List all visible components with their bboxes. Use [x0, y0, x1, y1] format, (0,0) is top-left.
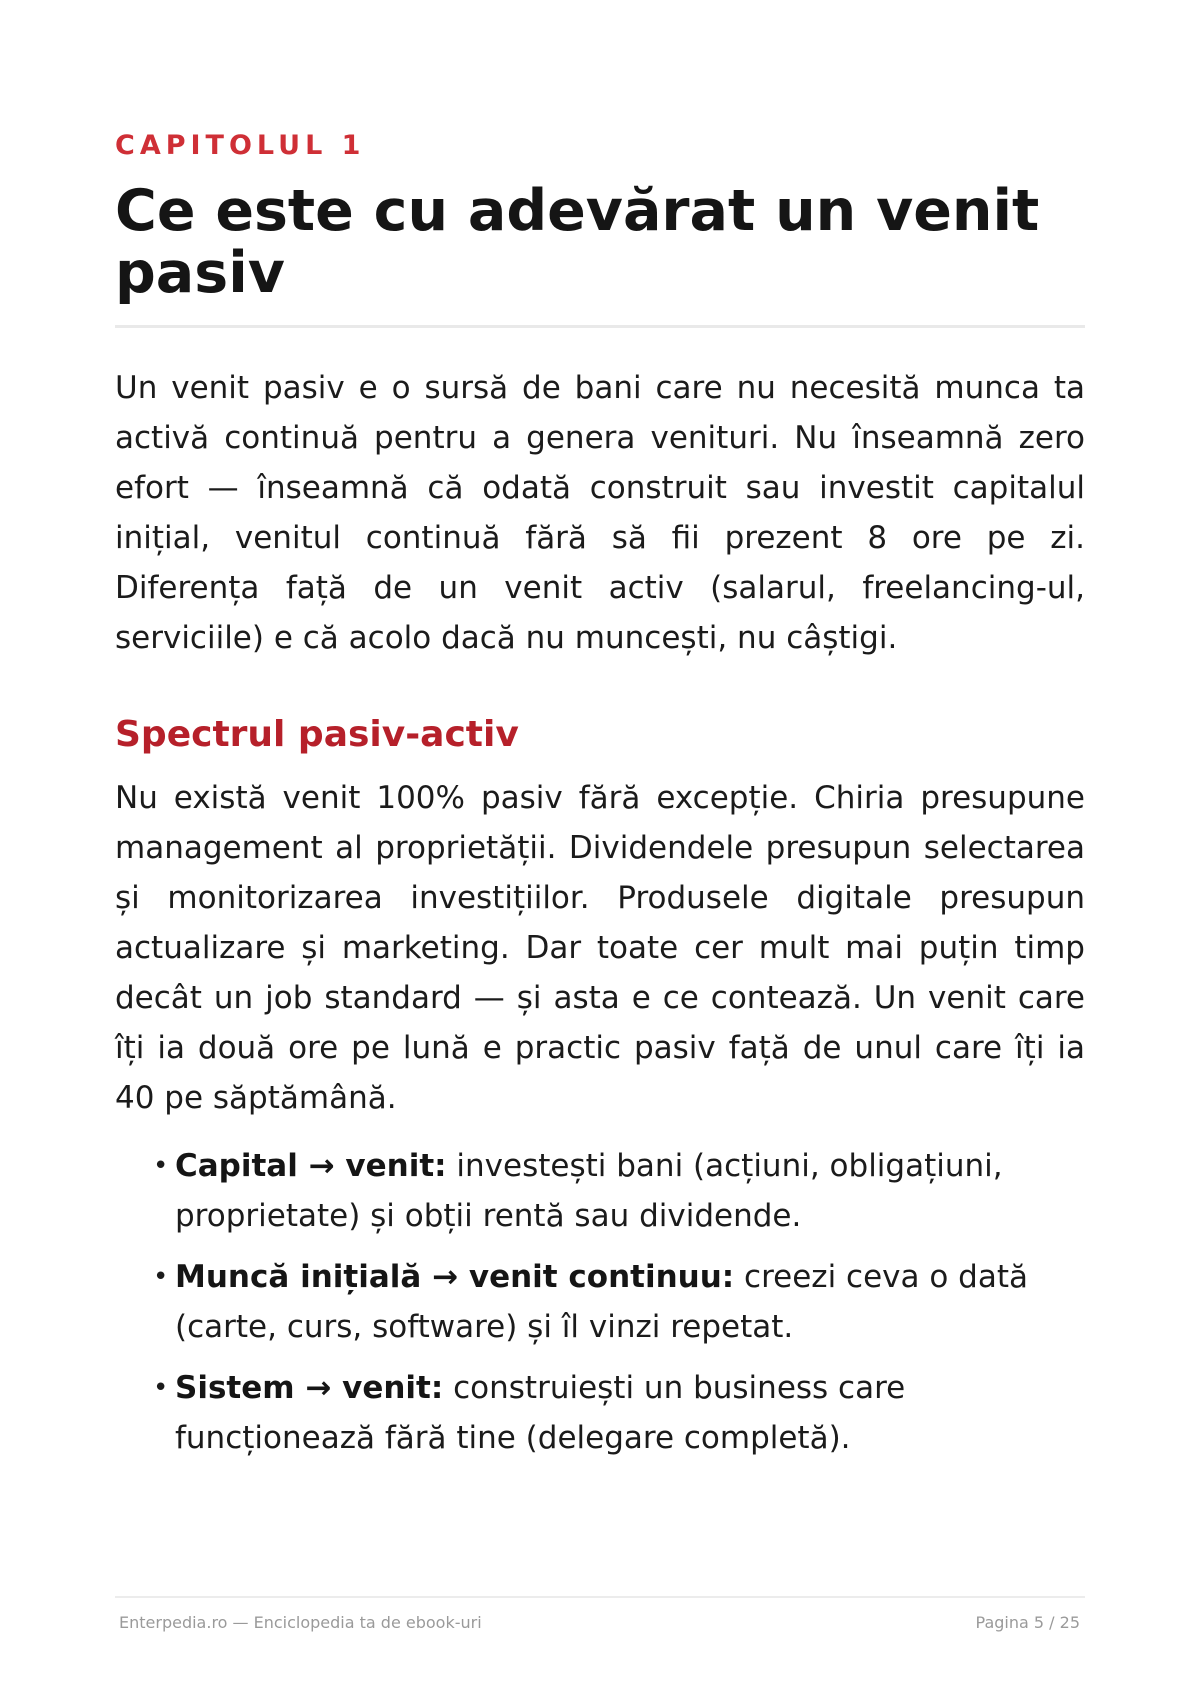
bullet-list [115, 1141, 1085, 1463]
page-number: Pagina 5 / 25 [975, 1613, 1080, 1632]
bullet-term: Sistem → venit: [175, 1370, 444, 1406]
chapter-label: CAPITOLUL 1 [115, 130, 366, 161]
bullet-term: Capital → venit: [175, 1148, 447, 1184]
bullet-term: Muncă inițială → venit continuu: [175, 1259, 735, 1295]
bullet-text: construiești un business care funcționează fără tine (delegare completă). [175, 1370, 906, 1456]
title-divider [115, 325, 1085, 328]
list-item [115, 1141, 1085, 1241]
section-heading: Spectrul pasiv-activ [115, 714, 519, 755]
footer-site-credit: Enterpedia.ro — Enciclopedia ta de ebook-uri [119, 1613, 482, 1632]
bullet-icon: • [153, 1262, 169, 1292]
intro-paragraph: Un venit pasiv e o sursă de bani care nu necesită munca ta activă continuă pentru a genera venituri. Nu înseamnă zero efort — înseamnă că odată construit sau investit capitalul inițial, venitul continuă fără să fii prezent 8 ore pe zi. Diferența față de un venit activ (salarul, freelancing-ul, serviciile) e că acolo dacă nu muncești, nu câștigi. [115, 370, 1085, 656]
page-content [115, 128, 1085, 1474]
bullet-icon: • [153, 1151, 169, 1181]
list-item [115, 1363, 1085, 1463]
list-item [115, 1252, 1085, 1352]
section-paragraph: Nu există venit 100% pasiv fără excepție. Chiria presupune management al proprietății. Dividendele presupun selectarea și monitorizarea investițiilor. Produsele digitale presupun actualizare și marketing. Dar toate cer mult mai puțin timp decât un job standard — și asta e ce contează. Un venit care îți ia două ore pe lună e practic pasiv față de unul care îți ia 40 pe săptămână. [115, 780, 1085, 1116]
bullet-text: creezi ceva o dată (carte, curs, software) și îl vinzi repetat. [175, 1259, 1029, 1345]
bullet-text: investești bani (acțiuni, obligațiuni, proprietate) și obții rentă sau dividende. [175, 1148, 1003, 1234]
bullet-icon: • [153, 1373, 169, 1403]
footer-divider [115, 1596, 1085, 1598]
chapter-title: Ce este cu adevărat un venit pasiv [115, 178, 1040, 306]
